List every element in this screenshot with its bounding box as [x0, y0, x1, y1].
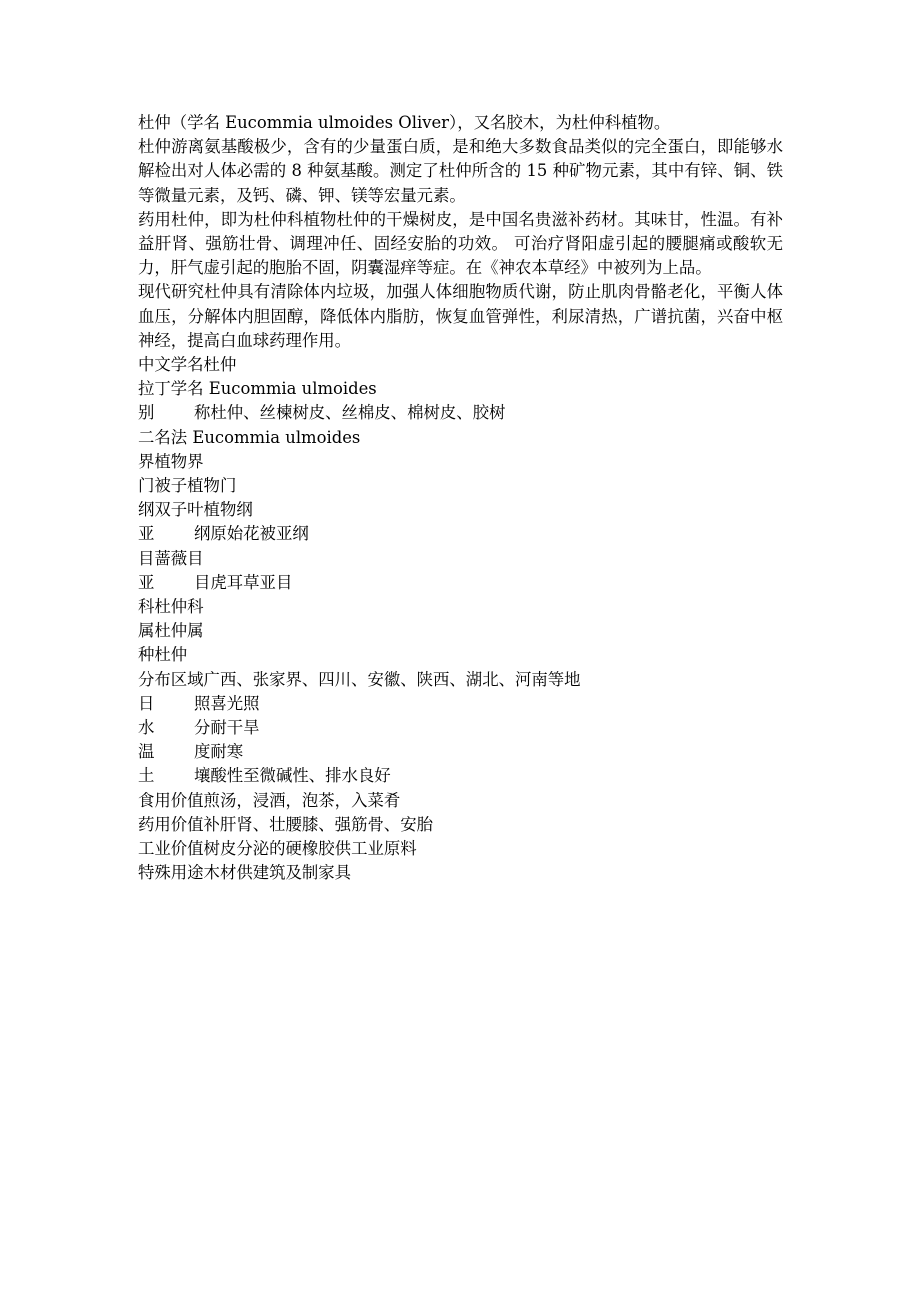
info-alias-key: 别 — [138, 403, 155, 423]
info-subclass-key: 亚 — [138, 524, 155, 544]
info-soil-value: 壤酸性至微碱性、排水良好 — [194, 766, 391, 786]
info-list — [138, 353, 783, 885]
info-water — [138, 716, 783, 740]
info-soil-key: 土 — [138, 766, 155, 786]
info-water-value: 分耐干旱 — [194, 718, 260, 738]
info-edible-value: 食用价值煎汤，浸酒，泡茶，入菜肴 — [138, 790, 401, 810]
info-industrial-value: 工业价值树皮分泌的硬橡胶供工业原料 — [138, 839, 417, 859]
info-sunlight-key: 日 — [138, 693, 155, 713]
info-class: 纲双子叶植物纲 — [138, 500, 253, 520]
info-chinese-name: 中文学名杜仲 — [138, 355, 237, 375]
info-order: 目蔷薇目 — [138, 548, 204, 568]
medicinal-paragraph: 药用杜仲，即为杜仲科植物杜仲的干燥树皮，是中国名贵滋补药材。其味甘，性温。有补益肝肾、强筋壮骨、调理冲任、固经安胎的功效。 可治疗肾阳虚引起的腰腿痛或酸软无力，肝气虚引起的胞胎不固，阴囊湿痒等症。在《神农本草经》中被列为上品。 — [138, 209, 783, 278]
info-temperature — [138, 740, 783, 764]
info-suborder-key: 亚 — [138, 572, 155, 592]
info-alias — [138, 401, 783, 425]
info-temperature-value: 度耐寒 — [194, 742, 244, 762]
info-subclass — [138, 522, 783, 546]
info-alias-value: 称杜仲、丝楝树皮、丝棉皮、棉树皮、胶树 — [194, 403, 506, 423]
info-soil — [138, 764, 783, 788]
info-latin-name: 拉丁学名 Eucommia ulmoides — [138, 379, 377, 399]
info-sunlight-value: 照喜光照 — [194, 693, 260, 713]
modern-research-paragraph: 现代研究杜仲具有清除体内垃圾，加强人体细胞物质代谢，防止肌肉骨骼老化，平衡人体血压，分解体内胆固醇，降低体内脂肪，恢复血管弹性，利尿清热，广谱抗菌，兴奋中枢神经，提高白血球药理作用。 — [138, 282, 783, 350]
info-suborder — [138, 571, 783, 595]
info-binomial: 二名法 Eucommia ulmoides — [138, 427, 361, 447]
info-subclass-value: 纲原始花被亚纲 — [194, 524, 309, 544]
info-phylum: 门被子植物门 — [138, 476, 237, 496]
info-water-key: 水 — [138, 718, 155, 738]
info-family: 科杜仲科 — [138, 597, 204, 617]
info-distribution: 分布区域广西、张家界、四川、安徽、陕西、湖北、河南等地 — [138, 669, 581, 689]
info-kingdom: 界植物界 — [138, 451, 204, 471]
info-special-use: 特殊用途木材供建筑及制家具 — [138, 863, 352, 883]
info-species: 种杜仲 — [138, 645, 188, 665]
info-medicinal-value: 药用价值补肝肾、壮腰膝、强筋骨、安胎 — [138, 814, 434, 834]
info-genus: 属杜仲属 — [138, 621, 204, 641]
document-page — [138, 111, 783, 886]
info-sunlight — [138, 692, 783, 716]
intro-paragraph: 杜仲（学名 Eucommia ulmoides Oliver），又名胶木，为杜仲科植物。 — [138, 113, 671, 132]
info-suborder-value: 目虎耳草亚目 — [194, 572, 293, 592]
info-temperature-key: 温 — [138, 742, 155, 762]
amino-acid-paragraph: 杜仲游离氨基酸极少，含有的少量蛋白质，是和绝大多数食品类似的完全蛋白，即能够水解检出对人体必需的 8 种氨基酸。测定了杜仲所含的 15 种矿物元素，其中有锌、铜、铁等微量元素，及钙、磷、钾、镁等宏量元素。 — [138, 137, 783, 205]
